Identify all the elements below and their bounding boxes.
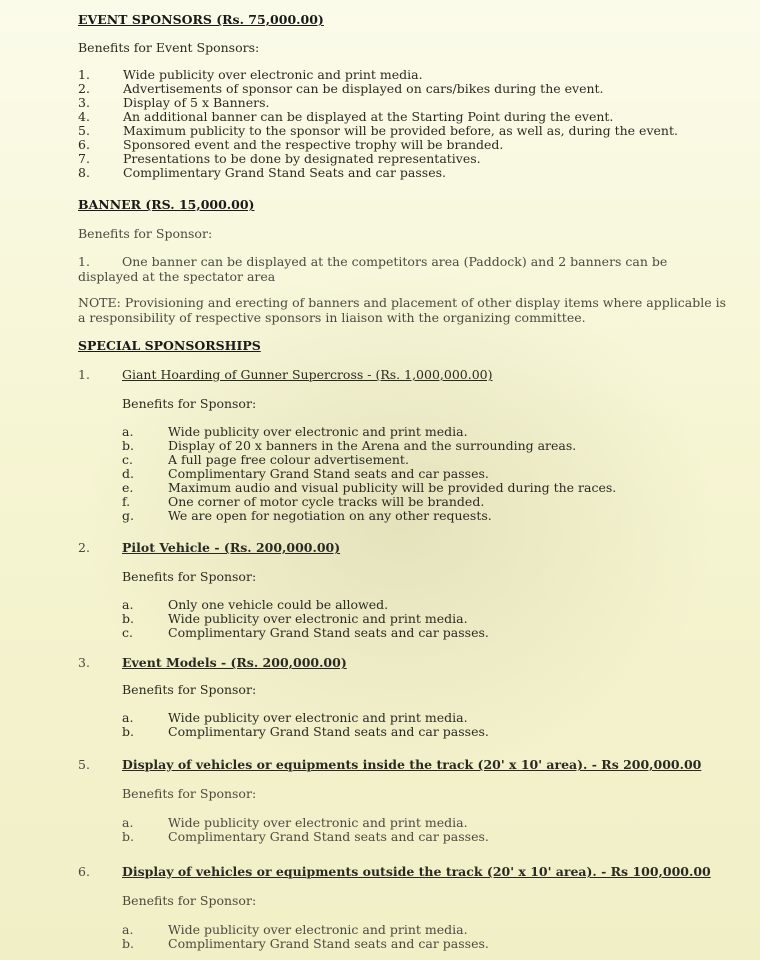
section-benefits-label: Benefits for Sponsor: xyxy=(122,569,257,584)
banner-item-number: 1. xyxy=(78,254,90,269)
section-benefits-label: Benefits for Sponsor: xyxy=(122,786,257,801)
section-number: 3. xyxy=(78,655,90,670)
event-sponsors-benefits-label: Benefits for Event Sponsors: xyxy=(78,40,260,55)
event-sponsors-heading: EVENT SPONSORS (Rs. 75,000.00) xyxy=(78,12,324,27)
banner-note: NOTE: Provisioning and erecting of banners and placement of other display items where applicable is a responsibility of respective sponsors in liaison with the organizing committee. xyxy=(78,295,726,325)
section-benefits-label: Benefits for Sponsor: xyxy=(122,893,257,908)
section-title: Event Models - (Rs. 200,000.00) xyxy=(122,655,347,670)
event-sponsors-list: 1. Wide publicity over electronic and print media. 2. Advertisements of sponsor can be displayed on cars/bikes during the event. 3. Display of 5 x Banners. 4. An additional banner can be displayed at the Starting Point during the event. 5. Maximum publicity to the sponsor will be provided before, as well as, during the event. 6. Sponsored event and the respective trophy will be branded. 7. Presentations to be done by designated representatives. 8. Complimentary Grand Stand Seats and car passes. xyxy=(78,67,678,180)
section-list: a. Wide publicity over electronic and print media. b. Complimentary Grand Stand seats and car passes. xyxy=(122,710,489,739)
section-title: Pilot Vehicle - (Rs. 200,000.00) xyxy=(122,540,341,555)
banner-benefits-label: Benefits for Sponsor: xyxy=(78,226,213,241)
section-title: Display of vehicles or equipments outside the track (20' x 10' area). - Rs 100,000.00 xyxy=(122,864,711,879)
section-number: 1. xyxy=(78,367,90,382)
section-list: a. Wide publicity over electronic and print media. b. Display of 20 x banners in the Arena and the surrounding areas. c. A full page free colour advertisement. d. Complimentary Grand Stand seats and car passes. e. Maximum audio and visual publicity will be provided during the races. f. One corner of motor cycle tracks will be branded. g. We are open for negotiation on any other requests. xyxy=(122,424,617,523)
section-list: a. Only one vehicle could be allowed. b. Wide publicity over electronic and print media. c. Complimentary Grand Stand seats and car passes. xyxy=(122,597,489,640)
special-sponsorships-heading: SPECIAL SPONSORSHIPS xyxy=(78,338,261,353)
section-list: a. Wide publicity over electronic and print media. b. Complimentary Grand Stand seats and car passes. xyxy=(122,815,489,844)
section-number: 2. xyxy=(78,540,90,555)
section-number: 5. xyxy=(78,757,90,772)
section-number: 6. xyxy=(78,864,90,879)
section-title: Giant Hoarding of Gunner Supercross - (Rs. 1,000,000.00) xyxy=(122,367,493,382)
section-benefits-label: Benefits for Sponsor: xyxy=(122,396,257,411)
banner-heading: BANNER (RS. 15,000.00) xyxy=(78,197,255,212)
banner-item-text: One banner can be displayed at the competitors area (Paddock) and 2 banners can be displayed at the spectator area xyxy=(78,254,668,284)
section-title: Display of vehicles or equipments inside the track (20' x 10' area). - Rs 200,000.00 xyxy=(122,757,702,772)
section-list: a. Wide publicity over electronic and print media. b. Complimentary Grand Stand seats and car passes. xyxy=(122,922,489,951)
section-benefits-label: Benefits for Sponsor: xyxy=(122,682,257,697)
